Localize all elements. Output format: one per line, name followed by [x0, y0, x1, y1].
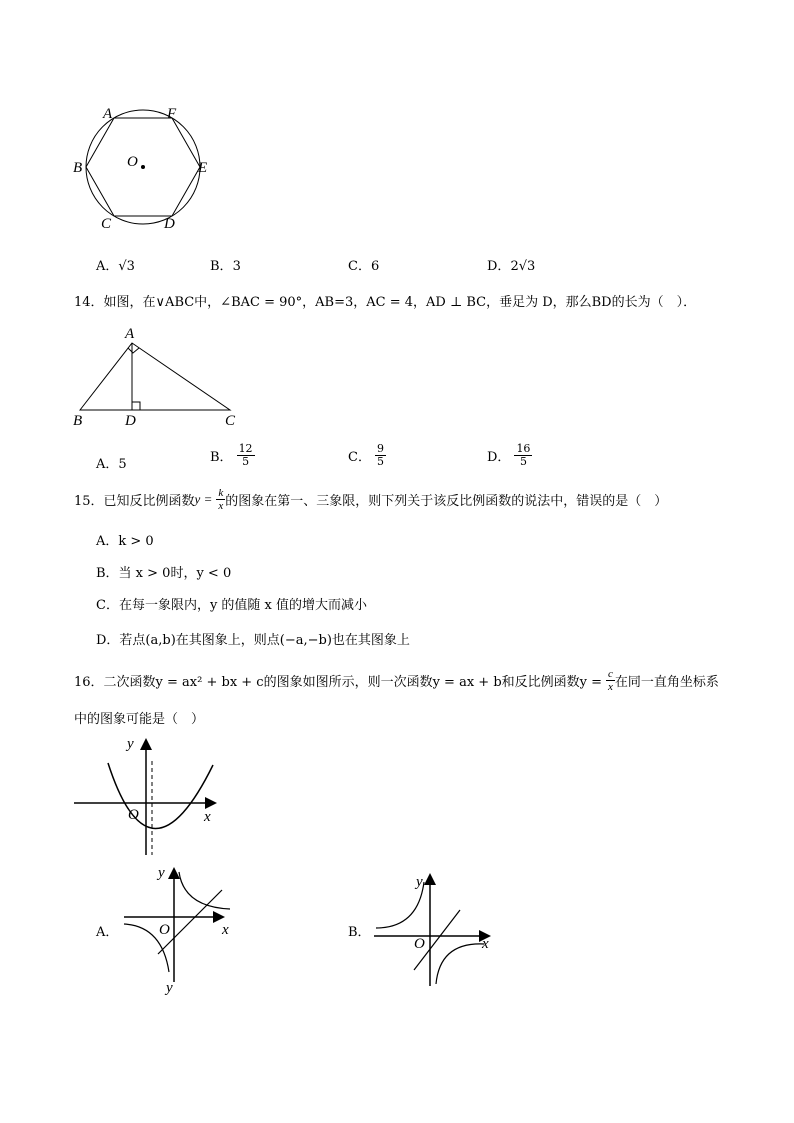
- numerator: 16: [516, 442, 531, 455]
- label-E: E: [198, 160, 208, 176]
- option-letter: A．: [96, 259, 119, 274]
- label-C: C: [225, 413, 236, 429]
- right-angle-mark-D: [132, 402, 140, 410]
- parabola-figure: [70, 733, 230, 858]
- option-value: 6: [370, 259, 380, 274]
- label-y: y: [127, 736, 134, 752]
- denominator: x: [608, 681, 613, 693]
- fraction: [216, 487, 225, 512]
- option-letter: D．: [487, 450, 511, 465]
- q14-stem: 14．如图，在∨ABC中，∠BAC = 90°，AB=3，AC = 4，AD ⊥ BC，垂足为 D，那么BD的长为（ ）．: [74, 295, 697, 310]
- hyperbola-branch-4th-quadrant: [436, 944, 484, 984]
- label-O: O: [159, 922, 170, 938]
- q14-option-a: [96, 453, 127, 472]
- q15-option-c: C．在每一象限内，y 的值随 x 值的增大而减小: [96, 598, 368, 613]
- q15-stem: [74, 487, 667, 512]
- stem-prefix: 15．已知反比例函数: [74, 494, 195, 509]
- q16-option-b-letter: B．: [348, 925, 371, 940]
- stem-part-b: 在同一直角坐标系: [614, 675, 719, 690]
- fraction: [375, 443, 386, 468]
- label-x: x: [222, 922, 229, 938]
- denominator: 5: [376, 455, 384, 468]
- label-y-top: y: [158, 865, 165, 881]
- label-D: D: [125, 413, 136, 429]
- fraction: [514, 443, 532, 468]
- q15-option-a: A．k > 0: [96, 534, 154, 549]
- triangle-ABC: [80, 343, 230, 410]
- right-angle-mark-A: [128, 348, 139, 353]
- option-letter: B．: [210, 259, 233, 274]
- parabola-curve: [108, 763, 213, 829]
- label-A: A: [125, 326, 135, 342]
- label-C: C: [101, 216, 112, 232]
- fraction: [606, 668, 615, 693]
- fraction: [237, 443, 255, 468]
- label-F: F: [167, 106, 177, 122]
- numerator: 12: [238, 442, 253, 455]
- q14-option-c: [348, 443, 386, 468]
- option-value: 5: [118, 457, 127, 472]
- label-B: B: [73, 160, 83, 176]
- label-O: O: [127, 154, 138, 170]
- stem-suffix: 的图象在第一、三象限，则下列关于该反比例函数的说法中，错误的是（ ）: [225, 494, 668, 509]
- stem-function: y =: [194, 491, 213, 507]
- q13-option-a: [96, 255, 135, 274]
- option-letter: B．: [210, 450, 233, 465]
- label-x: x: [482, 936, 489, 952]
- q13-option-d: [487, 255, 535, 274]
- label-y-bottom: y: [166, 980, 173, 996]
- option-value: 3: [232, 259, 241, 274]
- option-a-graph: [118, 862, 248, 997]
- q13-option-b: [210, 255, 241, 274]
- numerator: k: [218, 487, 224, 499]
- option-b-graph: [370, 870, 500, 990]
- denominator: 5: [242, 455, 250, 468]
- label-A: A: [103, 106, 113, 122]
- q13-option-c: [348, 255, 379, 274]
- label-O: O: [414, 936, 425, 952]
- option-value: 2√3: [510, 259, 536, 274]
- q16-stem-line1: [74, 668, 719, 693]
- denominator: x: [218, 500, 224, 512]
- q15-option-d: D．若点(a,b)在其图象上，则点(−a,−b)也在其图象上: [96, 633, 410, 648]
- option-value: √3: [118, 259, 135, 274]
- center-point: [141, 165, 145, 169]
- q15-option-b: B．当 x > 0时，y < 0: [96, 566, 232, 581]
- label-O: O: [128, 807, 139, 823]
- q14-option-d: [487, 443, 532, 468]
- numerator: 9: [376, 442, 384, 455]
- q14-option-b: [210, 443, 255, 468]
- hyperbola-branch-1: [179, 872, 230, 909]
- numerator: c: [608, 668, 613, 680]
- label-B: B: [73, 413, 83, 429]
- option-letter: C．: [348, 259, 371, 274]
- option-letter: D．: [487, 259, 511, 274]
- label-y: y: [416, 874, 423, 890]
- option-letter: A．: [96, 457, 119, 472]
- q16-option-a-letter: A．: [96, 925, 119, 940]
- denominator: 5: [519, 455, 527, 468]
- right-triangle-figure: [70, 325, 250, 435]
- label-x: x: [204, 809, 211, 825]
- option-letter: C．: [348, 450, 371, 465]
- hexagon-in-circle-figure: [70, 100, 230, 240]
- label-D: D: [164, 216, 175, 232]
- stem-part-a: 16．二次函数y = ax² + bx + c的图象如图所示，则一次函数y = ax + b和反比例函数y =: [74, 675, 603, 690]
- q16-stem-line2: 中的图象可能是（ ）: [74, 712, 205, 727]
